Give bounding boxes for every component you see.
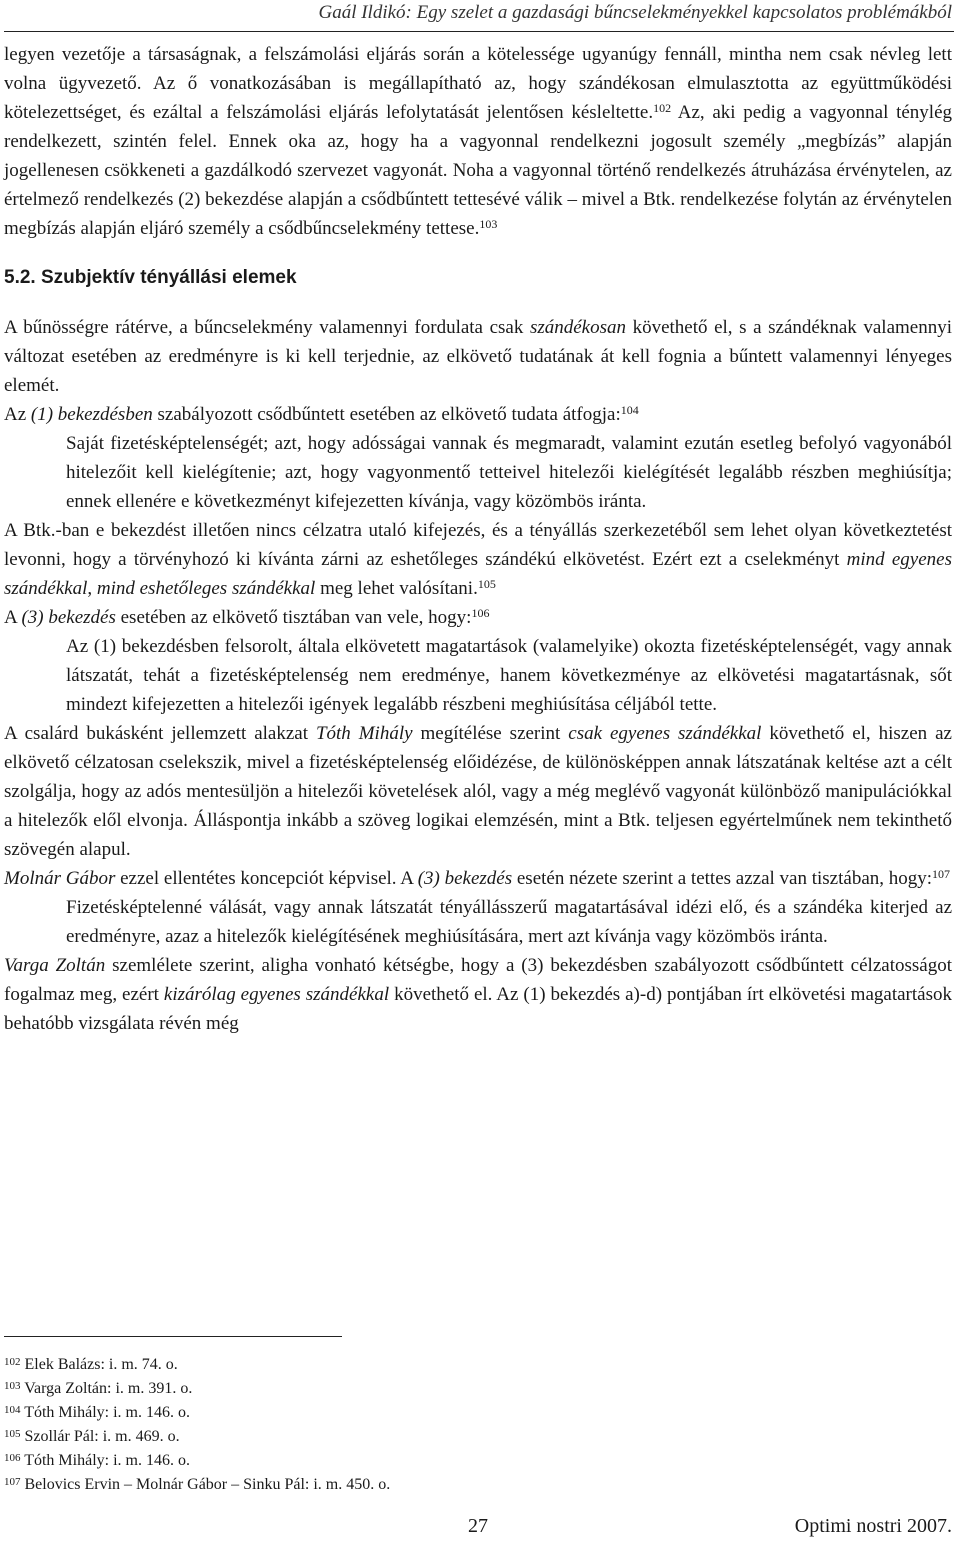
paragraph: Molnár Gábor ezzel ellentétes koncepciót képvisel. A (3) bekezdés esetén nézete szerint a tettes azzal van tisztában, hogy:$^{107}$ xyxy=(4,867,951,889)
footnote-ref[interactable]: 104 xyxy=(620,403,639,417)
paragraph: A csalárd bukásként jellemzett alakzat Tóth Mihály megítélése szerint csak egyenes szándékkal követhető el, hiszen az elkövető célzatosan cselekszik, mivel a fizetésképtelenség előidézése, de különösképpen annak látszatának keltése azt a célt szolgálja, hogy az adós mentesüljön a hitelezői követelések alól, vagy a még meglévő vagyonát különböző manipulációkkal a hitelezők elől elvonja. Álláspontja inkább a szöveg logikai elemzésén, mint a Btk. teljesen egyértelműnek nem tekinthető szövegén alapul. xyxy=(4,723,952,860)
footnote-separator xyxy=(4,1336,342,1337)
block-quote: Az (1) bekezdésben felsorolt, általa elkövetett magatartások (valamelyike) okozta fizetésképtelenségét, vagy annak látszatát, tehát a fizetésképtelenség nem eredménye, hanem következménye az elkövetési magatartásnak, sőt mindezt kifejezetten a hitelezői igények legalább részbeni meghiúsítása céljából tette. xyxy=(66,636,952,715)
block-quote: Fizetésképtelenné válását, vagy annak látszatát tényállásszerű magatartásával idézi elő, és a szándéka kiterjed az eredményre, azaz a hitelezők kielégítésének meghiúsítására, mert azt kívánja vagy közömbös iránta. xyxy=(66,897,952,947)
paragraph: legyen vezetője a társaságnak, a felszámolási eljárás során a kötelessége ugyanúgy fennáll, mintha nem csak névleg lett volna ügyvezető. Az ő vonatkozásában is megállapítható az, hogy szándékosan elmulasztotta az együttműködési kötelezettséget, és ezáltal a felszámolási eljárás lefolytatását jelentősen késleltette.$^{102}$ Az, aki pedig a vagyonnal ténylég rendelkezett, szintén felel. Ennek oka az, hogy ha a vagyonnal rendelkezni jogosult személy „megbízás” alapján jogellenesen csökkeneti a gazdálkodó szervezet vagyonát. Noha a vagyonnal történő rendelkezés átruházása érvénytelen, az értelmező rendelkezés (2) bekezdése alapján a csődbűntett tettesévé válik – mivel a Btk. rendelkezése folytán az érvénytelen megbízás alapján eljáró személy a csődbűncselekmény tettese.$^{103}$ xyxy=(4,44,952,239)
footnote: $^{106}$ Tóth Mihály: i. m. 146. o. xyxy=(4,1452,190,1469)
footnote: $^{107}$ Belovics Ervin – Molnár Gábor – Sinku Pál: i. m. 450. o. xyxy=(4,1476,391,1493)
footnote-ref[interactable]: 105 xyxy=(477,577,496,591)
footnote-ref[interactable]: 103 xyxy=(479,217,498,231)
footnote-ref[interactable]: 107 xyxy=(932,867,951,881)
footnote-ref[interactable]: 106 xyxy=(471,606,490,620)
footnote: $^{104}$ Tóth Mihály: i. m. 146. o. xyxy=(4,1404,190,1421)
header-rule xyxy=(4,31,954,32)
paragraph: A (3) bekezdés esetében az elkövető tisztában van vele, hogy:$^{106}$ xyxy=(4,606,490,628)
footnote: $^{105}$ Szollár Pál: i. m. 469. o. xyxy=(4,1428,180,1445)
footnote: $^{103}$ Varga Zoltán: i. m. 391. o. xyxy=(4,1380,193,1397)
paragraph: A bűnösségre rátérve, a bűncselekmény valamennyi fordulata csak szándékosan követhető el, s a szándéknak valamennyi változat esetében az eredményre is ki kell terjednie, az elkövető tudatának át kell fognia a bűntett valamennyi lényeges elemét. xyxy=(4,317,952,396)
paragraph: Varga Zoltán szemlélete szerint, aligha vonható kétségbe, hogy a (3) bekezdésben szabályozott csődbűntett célzatosságot fogalmaz meg, ezért kizárólag egyenes szándékkal követhető el. Az (1) bekezdés a)-d) pontjában írt elkövetési magatartások behatóbb vizsgálata révén még xyxy=(4,955,952,1034)
main-text xyxy=(4,40,952,1038)
footnote: $^{102}$ Elek Balázs: i. m. 74. o. xyxy=(4,1356,178,1373)
footnote-ref[interactable]: 102 xyxy=(653,101,672,115)
page-footer xyxy=(0,1515,960,1545)
running-header: Gaál Ildikó: Egy szelet a gazdasági bűncselekményekkel kapcsolatos problémákból xyxy=(318,2,952,23)
section-heading: 5.2. Szubjektív tényállási elemek xyxy=(4,267,297,288)
page-number: 27 xyxy=(468,1515,488,1537)
journal-title: Optimi nostri 2007. xyxy=(794,1515,952,1537)
paragraph: A Btk.-ban e bekezdést illetően nincs célzatra utaló kifejezés, és a tényállás szerkezetéből sem lehet olyan következtetést levonni, hogy a törvényhozó ki kívánta zárni az eshetőleges szándékú elkövetést. Ezért ezt a cselekményt mind egyenes szándékkal, mind eshetőleges szándékkal meg lehet valósítani.$^{105}$ xyxy=(4,520,952,599)
paragraph: Az (1) bekezdésben szabályozott csődbűntett esetében az elkövető tudata átfogja:$^{104}$ xyxy=(4,403,639,425)
footnotes xyxy=(4,1353,390,1497)
block-quote: Saját fizetésképtelenségét; azt, hogy adósságai vannak és megmaradt, valamint ezután esetleg befolyó vagyonából hitelezőit kell kielégítenie; azt, hogy vagyonmentő tetteivel hitelezői kielégítését legalább részben meghiúsítja; ennek ellenére e következményt kifejezetten kívánja, vagy közömbös iránta. xyxy=(66,433,952,512)
